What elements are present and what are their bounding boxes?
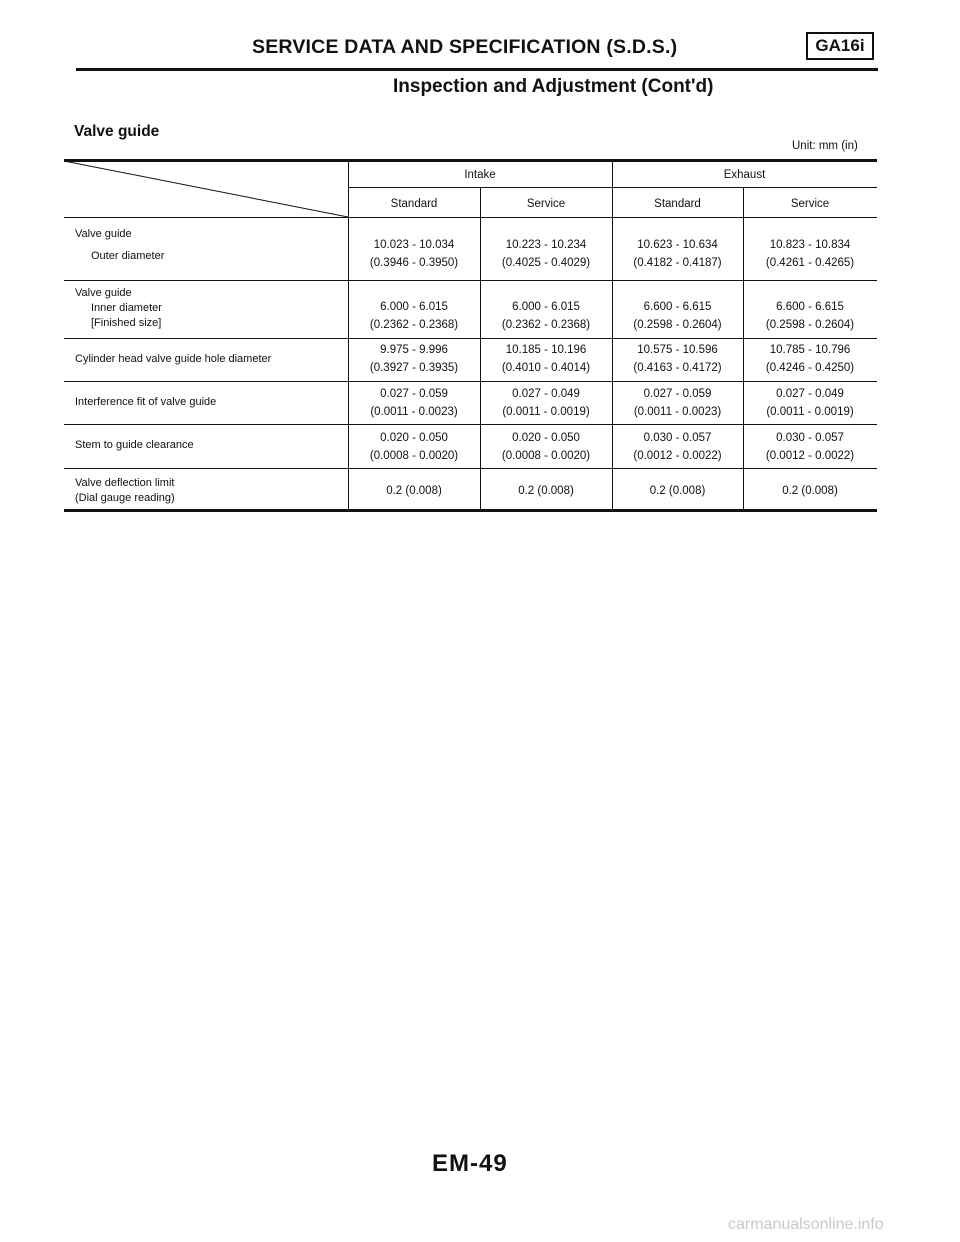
sub-header-exhaust-service: Service [790,198,830,210]
row-label: Valve guide [75,287,132,299]
table-cell: 0.020 - 0.050 (0.0008 - 0.0020) [501,432,591,462]
table-cell: 10.575 - 10.596 (0.4163 - 0.4172) [633,344,722,374]
sub-header-intake-service: Service [526,198,566,210]
page-number: EM-49 [432,1150,508,1177]
row-label: (Dial gauge reading) [75,492,175,504]
row-label: Cylinder head valve guide hole diameter [75,353,272,365]
table-cell: 10.023 - 10.034 (0.3946 - 0.3950) [369,239,459,269]
row-label: Inner diameter [91,302,162,314]
table-cell: 0.027 - 0.059 (0.0011 - 0.0023) [633,388,722,418]
table-cell: 0.020 - 0.050 (0.0008 - 0.0020) [369,432,459,462]
table-cell: 10.185 - 10.196 (0.4010 - 0.4014) [501,344,591,374]
group-header-exhaust: Exhaust [723,169,766,181]
corner-diagonal [64,161,348,217]
row-label: Interference fit of valve guide [75,396,217,408]
table-cell: 10.623 - 10.634 (0.4182 - 0.4187) [633,239,722,269]
table-cell: 6.000 - 6.015 (0.2362 - 0.2368) [501,301,591,331]
row-label: Valve deflection limit [75,477,175,489]
table-cell: 0.2 (0.008) [386,485,442,497]
row-label: Outer diameter [91,250,165,262]
watermark: carmanualsonline.info [728,1216,884,1233]
row-divider [64,280,877,281]
row-divider [64,381,877,382]
table-cell: 0.2 (0.008) [649,485,706,497]
engine-badge: GA16i [806,32,874,60]
row-label: Stem to guide clearance [75,439,194,451]
sub-header-intake-standard: Standard [390,198,438,210]
table-cell: 6.600 - 6.615 (0.2598 - 0.2604) [765,301,855,331]
row-divider [64,424,877,425]
table-cell: 10.785 - 10.796 (0.4246 - 0.4250) [765,344,855,374]
table-cell: 0.030 - 0.057 (0.0012 - 0.0022) [765,432,855,462]
table-cell: 0.2 (0.008) [782,485,838,497]
group-header-intake: Intake [464,169,496,181]
row-divider [64,468,877,469]
row-label: Valve guide [75,228,132,240]
table-bottom-rule [64,509,877,512]
sub-header-exhaust-standard: Standard [654,198,701,210]
table-cell: 0.027 - 0.049 (0.0011 - 0.0019) [766,388,854,418]
table-cell: 0.027 - 0.049 (0.0011 - 0.0019) [502,388,590,418]
page-subtitle: Inspection and Adjustment (Cont'd) [393,76,714,97]
row-divider [64,338,877,339]
header-bottom-rule [64,217,877,218]
table-cell: 10.823 - 10.834 (0.4261 - 0.4265) [765,239,855,269]
table-cell: 6.600 - 6.615 (0.2598 - 0.2604) [633,301,722,331]
section-title: Valve guide [74,123,160,140]
table-cell: 0.2 (0.008) [518,485,574,497]
table-cell: 0.027 - 0.059 (0.0011 - 0.0023) [370,388,458,418]
table-cell: 0.030 - 0.057 (0.0012 - 0.0022) [633,432,722,462]
table-cell: 6.000 - 6.015 (0.2362 - 0.2368) [369,301,459,331]
page-title: SERVICE DATA AND SPECIFICATION (S.D.S.) [252,36,678,58]
header-rule [76,68,878,71]
table-cell: 10.223 - 10.234 (0.4025 - 0.4029) [501,239,591,269]
row-label: [Finished size] [91,317,162,329]
table-cell: 9.975 - 9.996 (0.3927 - 0.3935) [369,344,459,374]
unit-label: Unit: mm (in) [792,140,858,152]
